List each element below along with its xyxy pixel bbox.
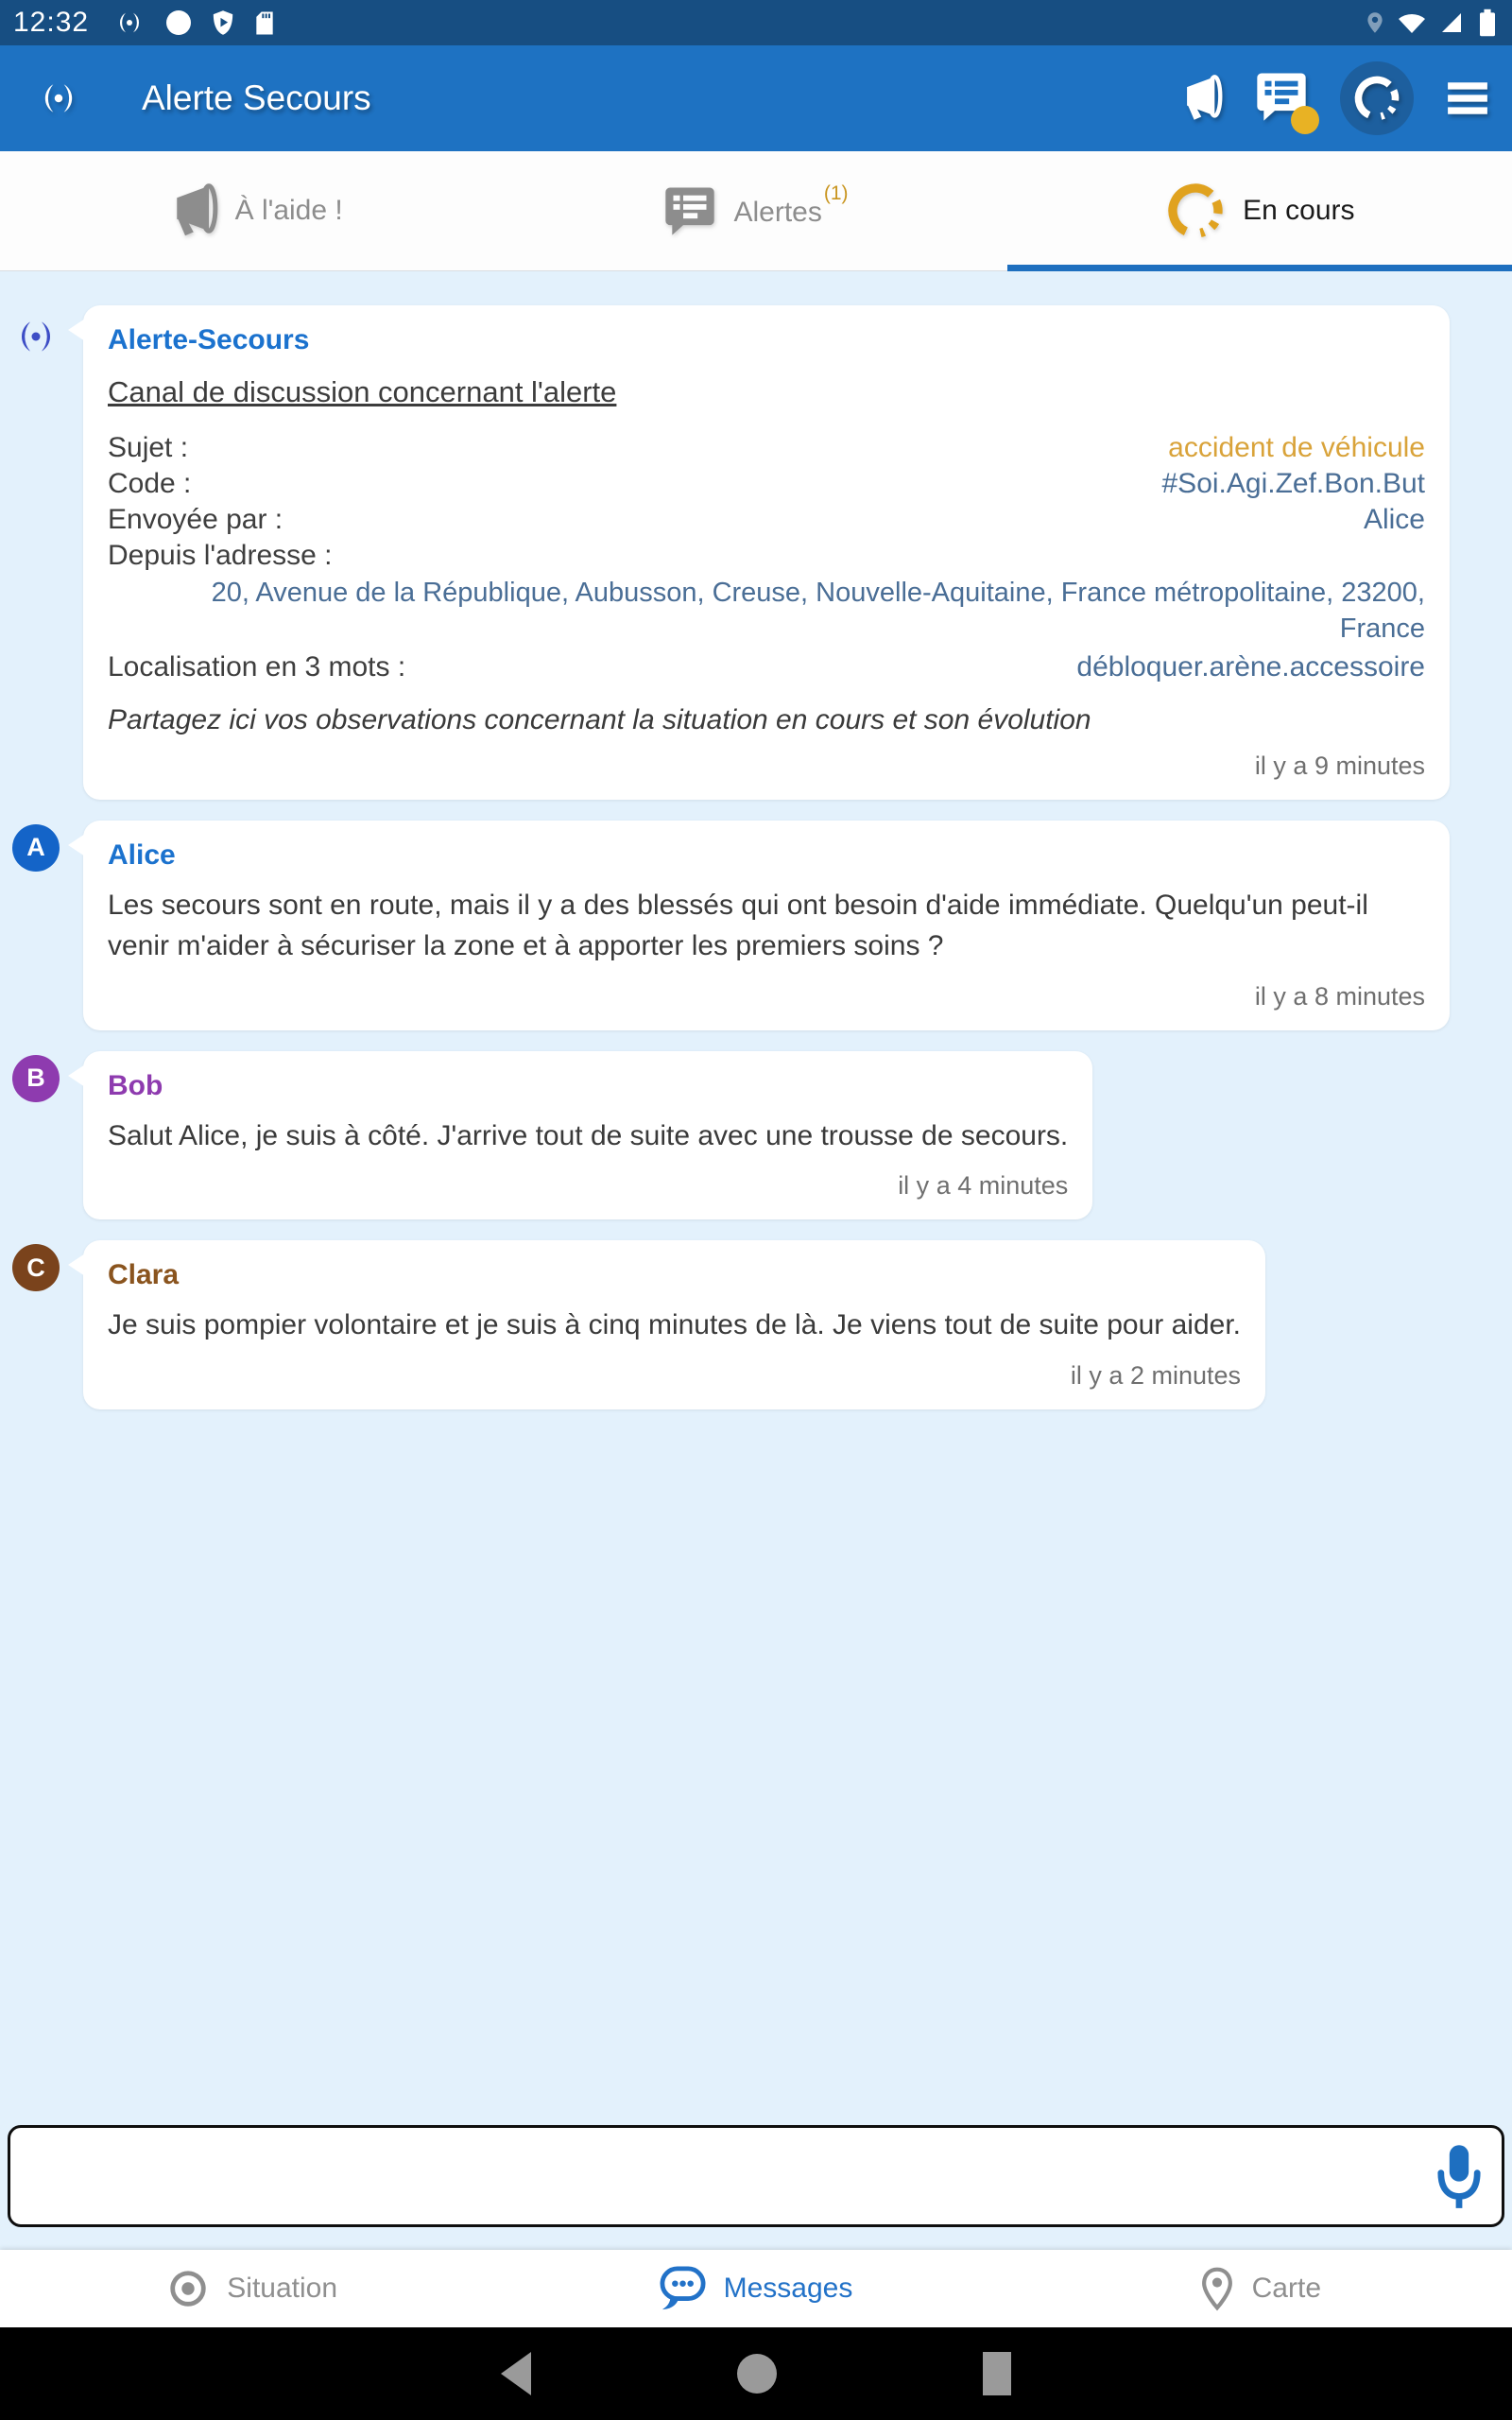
chat-notification-button[interactable] (1255, 71, 1308, 127)
back-button[interactable] (501, 2352, 531, 2395)
field-label: Depuis l'adresse : (108, 540, 333, 572)
avatar: C (12, 1244, 60, 1291)
cell-signal-icon (1440, 11, 1463, 34)
chat-list-icon (663, 185, 716, 236)
timestamp: il y a 9 minutes (1254, 751, 1425, 780)
battery-icon (1476, 8, 1499, 38)
what3words-value[interactable]: débloquer.arène.accessoire (1076, 650, 1425, 683)
android-navigation-bar (0, 2327, 1512, 2420)
tab-label: À l'aide ! (234, 195, 343, 226)
app-bar (0, 45, 1512, 151)
loader-icon (1165, 181, 1226, 241)
message-text: Salut Alice, je suis à côté. J'arrive tout de suite avec une trousse de secours. (108, 1119, 1069, 1151)
tab-alertes[interactable] (504, 151, 1007, 270)
timestamp: il y a 2 minutes (1070, 1360, 1241, 1390)
notification-badge (1291, 106, 1319, 134)
sender-name: Alerte-Secours (108, 324, 310, 355)
field-row (108, 466, 1425, 502)
target-icon (166, 2267, 210, 2310)
recents-button[interactable] (983, 2352, 1011, 2395)
field-value: accident de véhicule (1168, 432, 1425, 463)
field-label: Sujet : (108, 432, 189, 463)
avatar (12, 313, 60, 360)
field-label: Envoyée par : (108, 504, 284, 536)
menu-icon[interactable] (1446, 80, 1489, 116)
field-row (108, 649, 1425, 685)
play-protect-shield-icon (212, 9, 234, 36)
status-bar (0, 0, 1512, 45)
app-logo-icon (12, 320, 60, 354)
avatar: B (12, 1055, 60, 1102)
nav-item-situation[interactable] (0, 2250, 504, 2327)
alert-info-card (83, 305, 1450, 800)
instruction-note: Partagez ici vos observations concernant la situation en cours et son évolution (108, 703, 1091, 735)
clock: 12:32 (13, 7, 90, 38)
messages-icon (660, 2266, 707, 2311)
megaphone-icon[interactable] (1174, 74, 1223, 123)
nav-item-carte[interactable] (1008, 2250, 1512, 2327)
address-value[interactable]: 20, Avenue de la République, Aubusson, Creuse, Nouvelle-Aquitaine, France métropolitaine, 23200, France (211, 578, 1425, 645)
message-thread (0, 271, 1512, 1409)
list-item (12, 305, 1450, 800)
field-label: Code : (108, 468, 192, 500)
field-row (108, 502, 1425, 538)
voice-input-button[interactable] (1417, 2143, 1502, 2209)
wifi-icon (1397, 10, 1427, 35)
sdcard-icon (255, 10, 274, 36)
map-pin-icon (1199, 2266, 1235, 2311)
active-tab-indicator (1007, 265, 1512, 271)
tab-a-laide[interactable] (0, 151, 504, 270)
message-bubble (83, 1240, 1265, 1409)
app-logo-icon (113, 11, 146, 34)
microphone-icon (1435, 2143, 1483, 2209)
list-item (12, 1051, 1450, 1220)
sender-name: Bob (108, 1069, 163, 1101)
nav-label: Situation (227, 2273, 338, 2304)
timestamp: il y a 4 minutes (898, 1171, 1069, 1201)
bottom-navigation (0, 2250, 1512, 2327)
field-value: Alice (1363, 504, 1425, 536)
message-composer (8, 2125, 1504, 2227)
message-input[interactable] (10, 2125, 1417, 2227)
timestamp: il y a 8 minutes (1254, 981, 1425, 1011)
list-item (12, 821, 1450, 1030)
tab-en-cours[interactable] (1008, 151, 1512, 270)
location-pin-icon (1366, 11, 1383, 34)
tab-badge: (1) (823, 182, 849, 204)
record-circle-icon (166, 10, 191, 35)
app-title: Alerte Secours (142, 78, 371, 117)
list-item (12, 1240, 1450, 1409)
field-label: Localisation en 3 mots : (108, 650, 406, 683)
megaphone-icon (162, 182, 218, 239)
sender-name: Clara (108, 1259, 180, 1291)
in-progress-button[interactable] (1340, 61, 1414, 135)
app-logo-icon (34, 82, 83, 114)
home-button[interactable] (737, 2354, 777, 2394)
card-heading: Canal de discussion concernant l'alerte (108, 375, 617, 408)
loader-icon (1352, 74, 1401, 123)
field-value: #Soi.Agi.Zef.Bon.But (1161, 468, 1425, 500)
message-bubble (83, 1051, 1092, 1220)
message-text: Je suis pompier volontaire et je suis à cinq minutes de là. Je viens tout de suite pour aider. (108, 1309, 1241, 1341)
avatar: A (12, 824, 60, 872)
nav-item-messages[interactable] (504, 2250, 1007, 2327)
message-bubble (83, 821, 1450, 1030)
nav-label: Carte (1251, 2273, 1321, 2304)
tab-label: Alertes$^{(1)}$ (733, 182, 849, 228)
message-text: Les secours sont en route, mais il y a des blessés qui ont besoin d'aide immédiate. Quelqu'un peut-il venir m'aider à sécuriser la zone et à apporter les premiers soins ? (108, 889, 1368, 962)
nav-label: Messages (723, 2273, 853, 2304)
tab-label: En cours (1243, 195, 1355, 226)
field-row (108, 430, 1425, 466)
sender-name: Alice (108, 838, 176, 871)
tab-bar (0, 151, 1512, 271)
